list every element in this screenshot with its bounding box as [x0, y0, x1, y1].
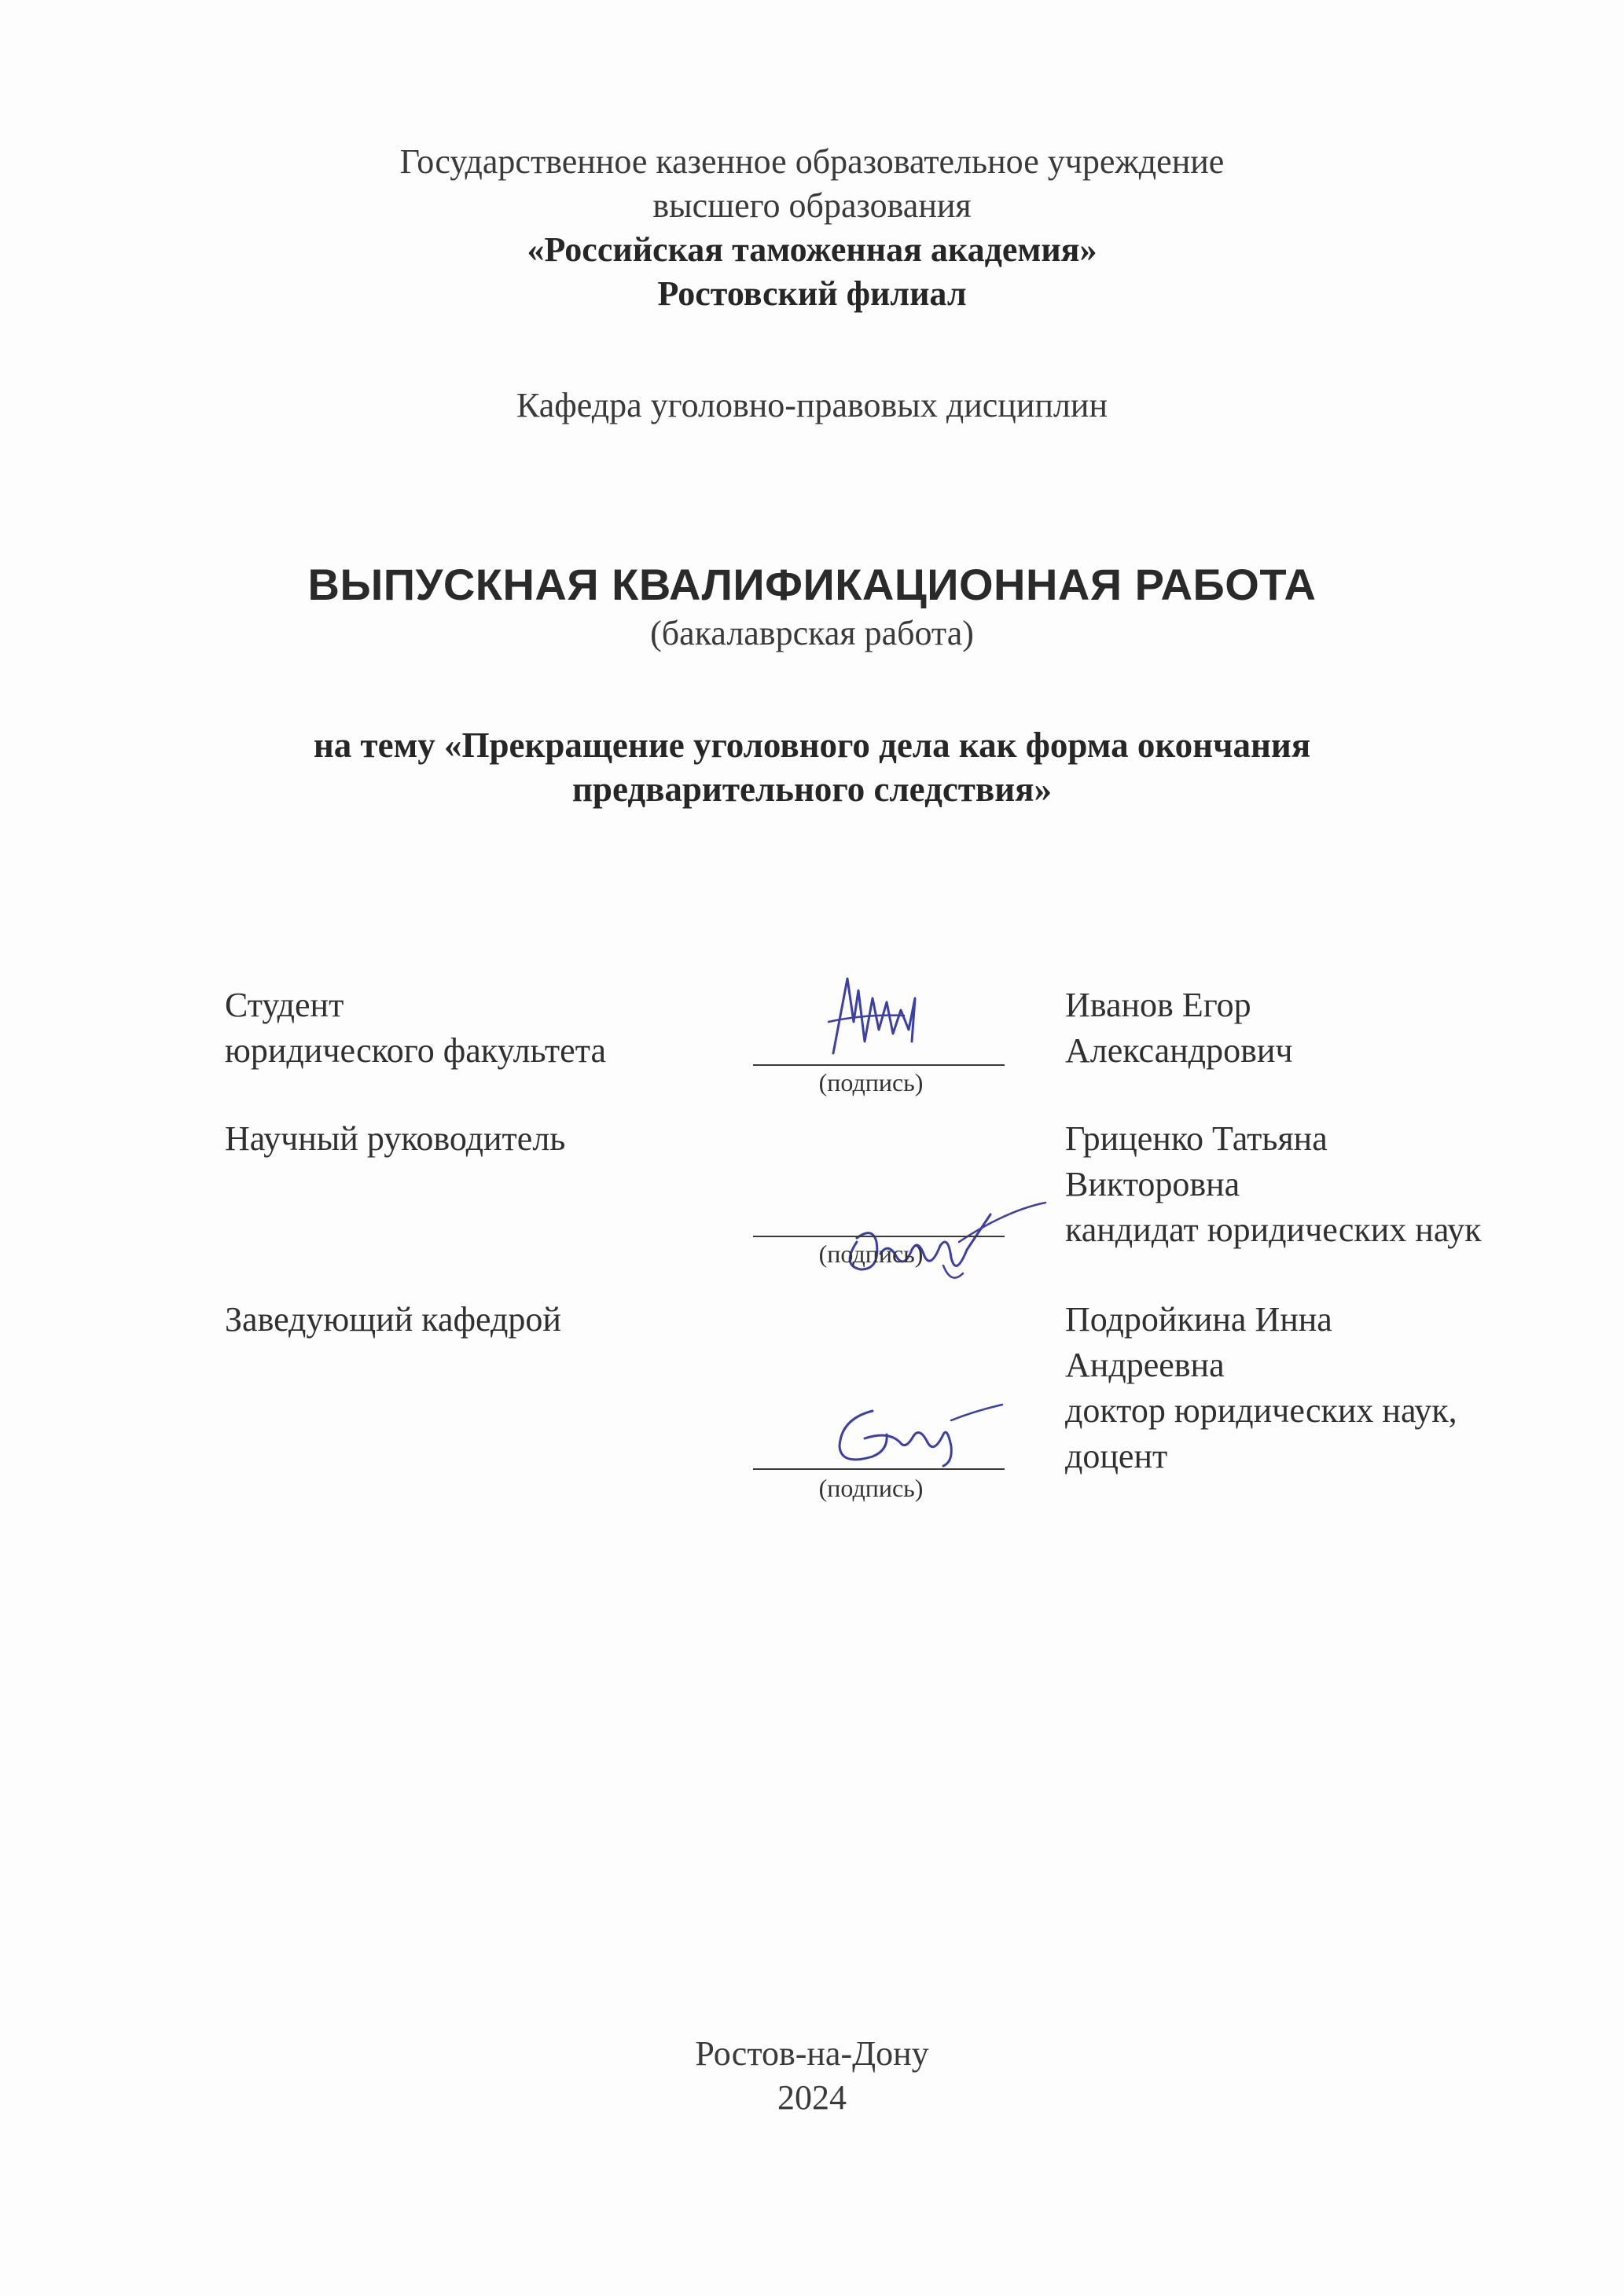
role-line: Заведующий кафедрой: [225, 1300, 561, 1339]
work-topic-line-1: на тему «Прекращение уголовного дела как форма окончания: [313, 726, 1311, 765]
role-line: Научный руководитель: [225, 1119, 566, 1158]
handwritten-signature: [818, 967, 935, 1061]
academy-name: «Российская таможенная академия»: [527, 230, 1097, 269]
branch-name: Ростовский филиал: [657, 274, 967, 313]
city: Ростов-на-Дону: [695, 2034, 929, 2073]
signature-line: [753, 1468, 1005, 1470]
person-line: Александрович: [1065, 1031, 1293, 1070]
signatory-person: [1065, 983, 1293, 1074]
signature-caption: (подпись): [818, 1240, 924, 1268]
work-title-block: [0, 558, 1624, 656]
signature-line: [753, 1064, 1005, 1066]
work-subtitle: (бакалаврская работа): [650, 614, 974, 652]
work-topic-block: [0, 723, 1624, 811]
department-block: [0, 384, 1624, 428]
person-line: Подройкина Инна: [1065, 1300, 1332, 1339]
signatory-person: [1065, 1116, 1482, 1253]
handwritten-signature: [818, 1387, 1006, 1474]
person-line: Викторовна: [1065, 1165, 1240, 1203]
footer-block: [0, 2032, 1624, 2120]
signature-caption: (подпись): [818, 1068, 924, 1097]
work-title: ВЫПУСКНАЯ КВАЛИФИКАЦИОННАЯ РАБОТА: [307, 560, 1317, 609]
department-name: Кафедра уголовно-правовых дисциплин: [516, 386, 1108, 424]
education-level-line: высшего образования: [652, 186, 972, 225]
person-line: доктор юридических наук,: [1065, 1391, 1457, 1430]
signature-caption: (подпись): [818, 1474, 924, 1502]
year: 2024: [777, 2078, 847, 2117]
signatory-role: [225, 1116, 565, 1162]
role-line: Студент: [225, 986, 344, 1024]
signatory-person: [1065, 1297, 1457, 1479]
signature-line: [753, 1236, 1005, 1237]
signatory-role: [225, 1297, 561, 1343]
role-line: юридического факультета: [225, 1031, 606, 1070]
work-topic-line-2: предварительного следствия»: [572, 770, 1052, 809]
signatory-role: [225, 983, 606, 1074]
institution-header: [0, 140, 1624, 316]
person-line: Гриценко Татьяна: [1065, 1119, 1328, 1158]
person-line: кандидат юридических наук: [1065, 1210, 1482, 1249]
person-line: Иванов Егор: [1065, 986, 1251, 1024]
person-line: Андреевна: [1065, 1346, 1225, 1384]
person-line: доцент: [1065, 1437, 1168, 1475]
institution-type-line: Государственное казенное образовательное учреждение: [399, 142, 1225, 181]
